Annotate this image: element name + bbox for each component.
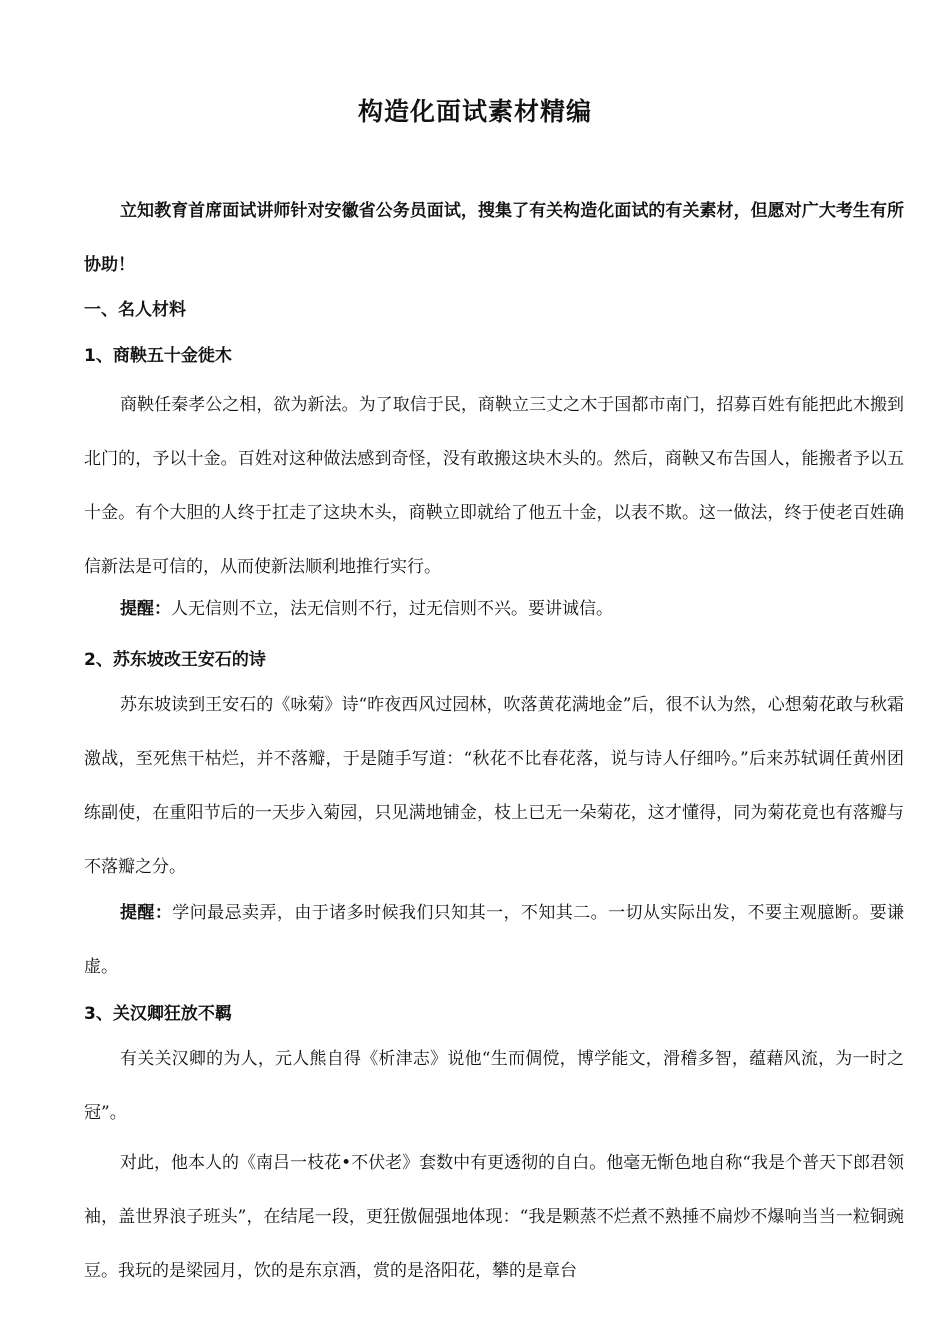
tip-label: 提醒： — [120, 599, 171, 619]
document-title: 构造化面试素材精编 — [357, 97, 592, 126]
section-heading-famous-people: 一、名人材料 — [84, 300, 186, 320]
item-paragraph-3: 有关关汉卿的为人，元人熊自得《析津志》说他“生而倜傥，博学能文，滑稽多智，蕴藉风流，为一时之冠”。 — [84, 1049, 904, 1123]
tip-text: 学问最忌卖弄，由于诸多时候我们只知其一，不知其二。一切从实际出发，不要主观臆断。要谦虚。 — [84, 903, 904, 977]
item-paragraph-3b: 对此，他本人的《南吕一枝花•不伏老》套数中有更透彻的自白。他毫无惭色地自称“我是个普天下郎君领袖，盖世界浪子班头”，在结尾一段，更狂傲倔强地体现：“我是颗蒸不烂煮不熟捶不扁炒不爆响当当一粒铜豌豆。我玩的是梁园月，饮的是东京酒，赏的是洛阳花，攀的是章台 — [84, 1153, 904, 1281]
item-tip-1 — [84, 582, 904, 636]
intro-paragraph: 立知教育首席面试讲师针对安徽省公务员面试，搜集了有关构造化面试的有关素材，但愿对广大考生有所协助！ — [84, 201, 904, 275]
item-heading-1: 1、商鞅五十金徙木 — [84, 346, 232, 366]
item-paragraph-2: 苏东坡读到王安石的《咏菊》诗“昨夜西风过园林，吹落黄花满地金”后，很不认为然，心想菊花敢与秋霜激战，至死焦干枯烂，并不落瓣，于是随手写道：“秋花不比春花落，说与诗人仔细吟。”后来苏轼调任黄州团练副使，在重阳节后的一天步入菊园，只见满地铺金，枝上已无一朵菊花，这才懂得，同为菊花竟也有落瓣与不落瓣之分。 — [84, 695, 904, 877]
item-paragraph-1: 商鞅任秦孝公之相，欲为新法。为了取信于民，商鞅立三丈之木于国都市南门，招募百姓有能把此木搬到北门的，予以十金。百姓对这种做法感到奇怪，没有敢搬这块木头的。然后，商鞅又布告国人，能搬者予以五十金。有个大胆的人终于扛走了这块木头，商鞅立即就给了他五十金，以表不欺。这一做法，终于使老百姓确信新法是可信的，从而使新法顺利地推行实行。 — [84, 395, 904, 577]
item-heading-3: 3、关汉卿狂放不羁 — [84, 1004, 232, 1024]
item-tip-2 — [84, 886, 904, 994]
tip-text: 人无信则不立，法无信则不行，过无信则不兴。要讲诚信。 — [171, 599, 613, 619]
item-heading-2: 2、苏东坡改王安石的诗 — [84, 650, 266, 670]
tip-label: 提醒： — [120, 903, 173, 923]
